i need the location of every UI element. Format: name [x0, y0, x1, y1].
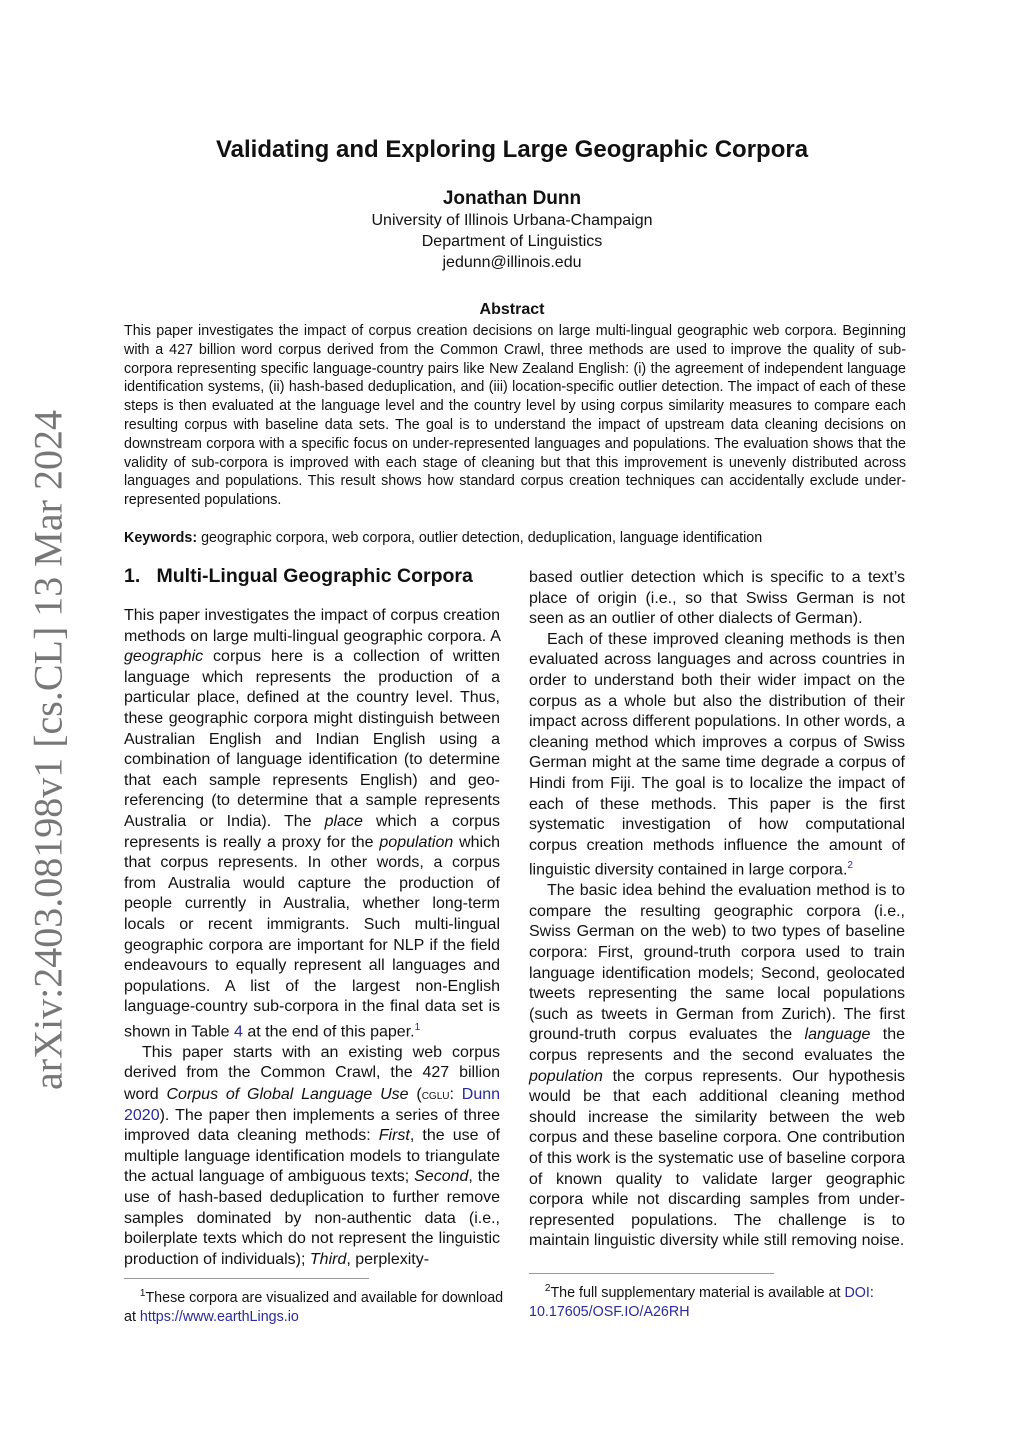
doi-link[interactable]: 10.17605/OSF.IO/A26RH — [529, 1303, 690, 1320]
arxiv-sidebar — [18, 410, 78, 1090]
earthlings-link[interactable]: https://www.earthLings.io — [139, 1308, 299, 1325]
keywords-text: geographic corpora, web corpora, outlier detection, deduplication, language identification — [201, 530, 763, 546]
author-affiliation: University of Illinois Urbana-Champaign — [371, 212, 653, 229]
paragraph: based outlier detection which is specific to a text’s place of origin (i.e., so that Swiss German is not seen as an outlier of other dialects of German). — [529, 569, 905, 628]
arxiv-id: arXiv:2403.08198v1 [cs.CL] 13 Mar 2024 — [25, 410, 71, 1090]
author-email: jedunn@illinois.edu — [442, 254, 582, 271]
keywords — [124, 530, 924, 546]
doi-label-link[interactable]: DOI — [844, 1284, 870, 1301]
footnote-divider — [124, 1278, 369, 1279]
author-department: Department of Linguistics — [421, 233, 603, 250]
footnote-2: $^2$The full supplementary material is available at DOI: 10.17605/OSF.IO/A26RH — [529, 1283, 874, 1320]
footnote-ref-1[interactable]: 1 — [414, 1021, 421, 1033]
keywords-label: Keywords: — [124, 530, 198, 546]
footnote-1: $^1$These corpora are visualized and available for download at https://www.earthLings.io — [124, 1288, 504, 1325]
paper-title: Validating and Exploring Large Geographic Corpora — [215, 136, 809, 163]
footnote-ref-2[interactable]: 2 — [847, 860, 853, 872]
section-title: Multi-Lingual Geographic Corpora — [156, 565, 473, 587]
section-number: 1. — [124, 565, 141, 587]
paragraph: This paper investigates the impact of corpus creation methods on large multi-lingual geographic corpora. A geographic corpus here is a collection of written language which represents the production of a particular place, defined at the country level. Thus, these geographic corpora might distinguish between Australian English and Indian English using a combination of language identification (to determine that each sample represents English) and geo-referencing (to determine that a sample represents Australia or India). The place which a corpus represents is really a proxy for the population which that corpus represents. In other words, a corpus from Australia would capture the production of people currently in Australia, whether long-term locals or recent immigrants. Such multi-lingual geographic corpora are important for NLP if the field endeavours to equally represent all languages and populations. A list of the largest non-English language-country sub-corpora in the final data set is shown in Table 4 at the end of this paper.$^1$ — [124, 607, 501, 1041]
abstract-text: This paper investigates the impact of corpus creation decisions on large multi-lingual geographic web corpora. Beginning with a 427 billion word corpus derived from the Common Crawl, three methods are used to improve the quality of sub-corpora representing specific language-country pairs like New Zealand English: (i) the agreement of independent language identification systems, (ii) hash-based deduplication, and (iii) location-specific outlier detection. The impact of each of these steps is then evaluated at the language level and the country level by using corpus similarity measures to compare each resulting corpus with baseline data sets. The goal is to understand the impact of upstream data cleaning decisions on downstream corpora with a specific focus on under-represented languages and populations. The evaluation shows that the validity of sub-corpora is improved with each stage of cleaning but that this improvement is unevenly distributed across languages and populations. This result shows how standard corpus creation techniques can accidentally exclude under-represented populations. — [124, 323, 906, 509]
citation-link[interactable]: Dunn 2020 — [124, 1085, 501, 1124]
footnote-divider — [529, 1273, 774, 1274]
paragraph: Each of these improved cleaning methods is then evaluated across languages and across countries in order to understand both their wider impact on the corpus as a whole but also the distribution of their impact across different populations. In other words, a cleaning method which improves a corpus of Swiss German might at the same time degrade a corpus of Hindi from Fiji. The goal is to localize the impact of each of these methods. This paper is the first systematic investigation of how computational corpus creation methods influence the amount of linguistic diversity contained in large corpora.$^2$ — [529, 630, 905, 879]
table-ref-link[interactable]: 4 — [234, 1023, 243, 1041]
left-column — [124, 606, 500, 1270]
right-column — [529, 568, 905, 1252]
paragraph: The basic idea behind the evaluation method is to compare the resulting geographic corpora (i.e., Swiss German on the web) to two types of baseline corpora: First, ground-truth corpora used to train language identification models; Second, geolocated tweets representing the same local populations (such as tweets in German from Zurich). The first ground-truth corpus evaluates the language the corpus represents and the second evaluates the population the corpus represents. Our hypothesis would be that each additional cleaning method should increase the similarity between the web corpus and these baseline corpora. One contribution of this work is the systematic use of baseline corpora of known quality to validate larger geographic corpora while not discarding samples from under-represented populations. The challenge is to maintain linguistic diversity while still removing noise. — [529, 882, 905, 1250]
author-name: Jonathan Dunn — [442, 188, 582, 209]
abstract-heading: Abstract — [479, 301, 545, 318]
paragraph: This paper starts with an existing web corpus derived from the Common Crawl, the 427 billion word Corpus of Global Language Use (cglu: Dunn 2020). The paper then implements a series of three improved data cleaning methods: First, the use of multiple language identification models to triangulate the actual language of ambiguous texts; Second, the use of hash-based deduplication to further remove samples dominated by non-authentic data (i.e., boilerplate texts which do not represent the linguistic production of individuals); Third, perplexity- — [124, 1043, 501, 1268]
section-heading — [124, 565, 473, 588]
